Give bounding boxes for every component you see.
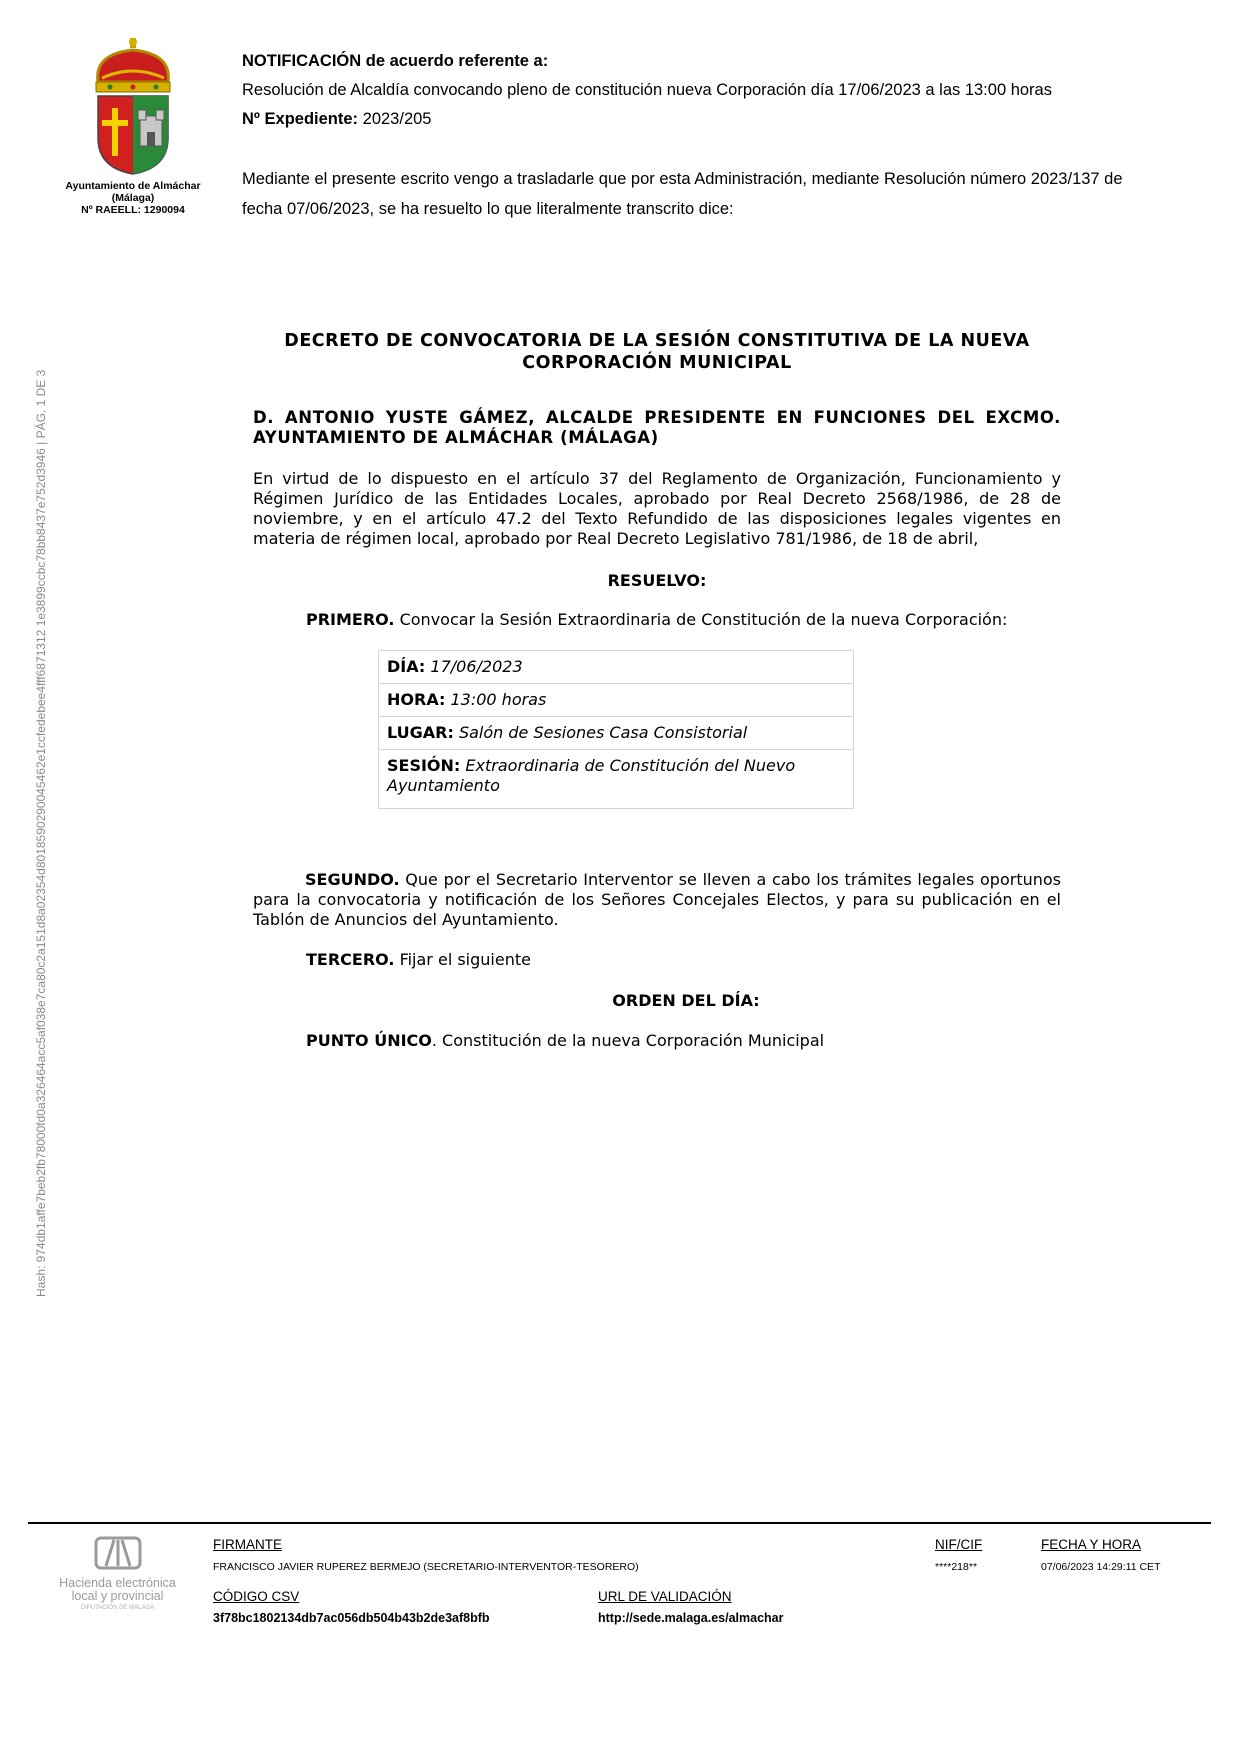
table-row-sesion: SESIÓN: Extraordinaria de Constitución del Nuevo Ayuntamiento [387, 756, 796, 795]
tercero-paragraph: TERCERO. Fijar el siguiente [306, 950, 531, 969]
fecha-value: 07/06/2023 14:29:11 CET [1041, 1561, 1161, 1573]
expediente: Nº Expediente: 2023/205 [242, 110, 432, 128]
table-row-lugar: LUGAR: Salón de Sesiones Casa Consistorial [379, 717, 853, 750]
municipality-logo [58, 38, 208, 216]
csv-label: CÓDIGO CSV [213, 1589, 300, 1604]
preamble: En virtud de lo dispuesto en el artículo 37 del Reglamento de Organización, Funcionamiento y Régimen Jurídico de las Entidades Locales, aprobado por Real Decreto 2568/1986, de 28 de noviembre, y en el artículo 47.2 del Texto Refundido de las disposiciones legales vigentes en materia de régimen local, aprobado por Real Decreto Legislativo 781/1986, de 18 de abril, [253, 469, 1061, 548]
primero-paragraph: PRIMERO. Convocar la Sesión Extraordinaria de Constitución de la nueva Corporación: [306, 610, 1008, 629]
footer-logo: Hacienda electrónica local y provincial DIPUTACIÓN DE MÁLAGA [50, 1536, 185, 1613]
decree-title: DECRETO DE CONVOCATORIA DE LA SESIÓN CONSTITUTIVA DE LA NUEVA CORPORACIÓN MUNICIPAL [284, 331, 1030, 373]
firmante-value: FRANCISCO JAVIER RUPEREZ BERMEJO (SECRETARIO-INTERVENTOR-TESORERO) [213, 1561, 639, 1573]
notification-label: NOTIFICACIÓN de acuerdo referente a: [242, 52, 549, 70]
nif-value: ****218** [935, 1561, 978, 1573]
fecha-label: FECHA Y HORA [1041, 1537, 1142, 1552]
orden-heading: ORDEN DEL DÍA: [612, 991, 760, 1010]
csv-value: 3f78bc1802134db7ac056db504b43b2de3af8bfb [213, 1611, 490, 1625]
nif-label: NIF/CIF [935, 1537, 983, 1552]
hacienda-logo-icon [94, 1536, 142, 1570]
signer: D. ANTONIO YUSTE GÁMEZ, ALCALDE PRESIDENTE EN FUNCIONES DEL EXCMO. AYUNTAMIENTO DE ALMÁCHAR (MÁLAGA) [253, 408, 1061, 447]
coat-of-arms-icon [90, 38, 176, 176]
footer-divider [28, 1522, 1211, 1524]
firmante-label: FIRMANTE [213, 1537, 282, 1552]
session-details-table [378, 650, 854, 809]
segundo-paragraph: SEGUNDO. Que por el Secretario Interventor se lleven a cabo los trámites legales oportunos para la convocatoria y notificación de los Señores Concejales Electos, y para su publicación en el Tablón de Anuncios del Ayuntamiento. [253, 870, 1061, 929]
intro-line-1: Mediante el presente escrito vengo a trasladarle que por esta Administración, mediante Resolución número 2023/137 de [242, 170, 1123, 188]
resolution-text: Resolución de Alcaldía convocando pleno de constitución nueva Corporación día 17/06/2023 a las 13:00 horas [242, 81, 1052, 99]
logo-caption-2: (Málaga) [111, 192, 155, 204]
url-value: http://sede.malaga.es/almachar [598, 1611, 784, 1625]
punto-unico: PUNTO ÚNICO. Constitución de la nueva Corporación Municipal [306, 1031, 825, 1050]
resuelvo-heading: RESUELVO: [607, 571, 707, 590]
logo-caption-1: Ayuntamiento de Almáchar [65, 180, 201, 192]
logo-caption-3: Nº RAEELL: 1290094 [81, 204, 185, 216]
intro-line-2: fecha 07/06/2023, se ha resuelto lo que literalmente transcrito dice: [242, 200, 734, 218]
url-label: URL DE VALIDACIÓN [598, 1589, 732, 1604]
document-hash: Hash: 974db1affe7beb2fb78000fd0a326464acc5af038e7ca80c2a151d8a02354d8018590290045462e1ccfedebee4fff6871312 1e3899ccbc78bb8437e752d3946 | PÁG. 1 DE 3 [34, 369, 48, 1297]
table-row-hora: HORA: 13:00 horas [379, 684, 853, 717]
table-row-dia: DÍA: 17/06/2023 [379, 651, 853, 684]
